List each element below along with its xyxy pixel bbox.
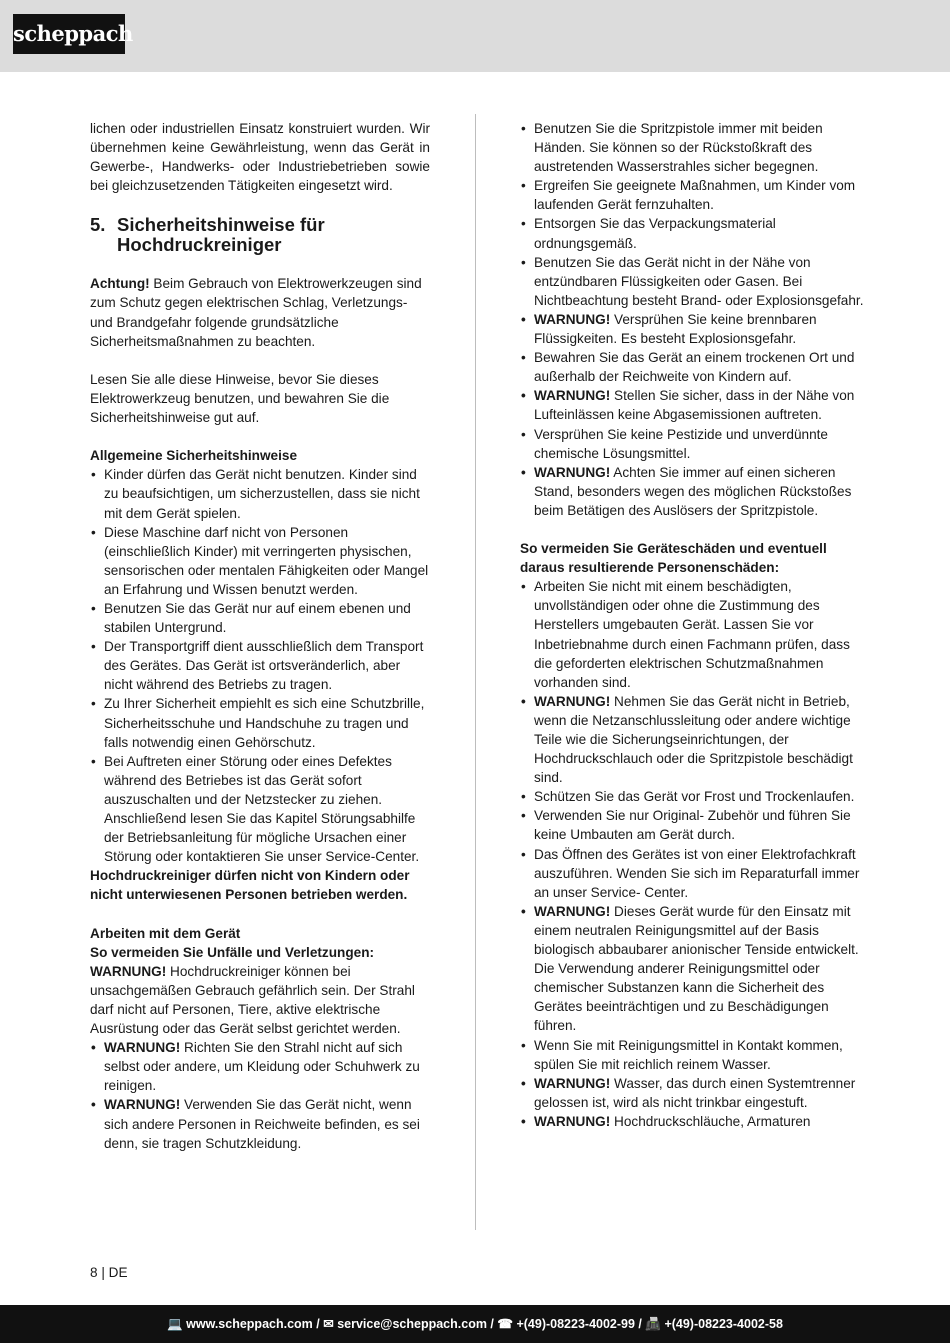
list-item: • Arbeiten Sie nicht mit einem beschädigten, unvollständigen oder ohne die Zustimmung des Herstellers umgebauten Gerät. Lassen Sie vor Inbetriebnahme durch einen Fachmann prüfen, dass die geforderten elektrischen Schutzmaßnahmen vorhanden sind.: [520, 577, 864, 692]
column-divider: [475, 114, 476, 1230]
list-item: • Kinder dürfen das Gerät nicht benutzen. Kinder sind zu beaufsichtigen, um sicherzustellen, dass sie nicht mit dem Gerät spielen.: [90, 465, 430, 522]
scheppach-logo: scheppach: [13, 14, 125, 54]
warning-paragraph: [90, 962, 430, 1038]
email-link[interactable]: service@scheppach.com /: [337, 1317, 494, 1331]
section-number: 5.: [90, 214, 106, 236]
list-item: • WARNUNG! Wasser, das durch einen Systemtrenner gelossen ist, wird als nicht trinkbar eingestuft.: [520, 1074, 864, 1112]
list-item: • Schützen Sie das Gerät vor Frost und Trockenlaufen.: [520, 787, 864, 806]
list-item: • Ergreifen Sie geeignete Maßnahmen, um Kinder vom laufenden Gerät fernzuhalten.: [520, 176, 864, 214]
damage-heading: So vermeiden Sie Geräteschäden und eventuell daraus resultierende Personenschäden:: [520, 541, 827, 576]
left-column: [90, 119, 430, 1153]
fax-number: +(49)-08223-4002-58: [664, 1317, 783, 1331]
list-item: • Benutzen Sie das Gerät nicht in der Nähe von entzündbaren Flüssigkeiten oder Gasen. Bei Nichtbeachtung besteht Brand- oder Explosionsgefahr.: [520, 253, 864, 310]
children-warning: Hochdruckreiniger dürfen nicht von Kindern oder nicht unterwiesenen Personen betrieben werden.: [90, 868, 410, 903]
list-item: • Bei Auftreten einer Störung oder eines Defektes während des Betriebes ist das Gerät sofort auszuschalten und der Netzstecker zu ziehen. Anschließend lesen Sie das Kapitel Störungsabhilfe der Betriebsanleitung für mögliche Ursachen einer Störung oder kontaktieren Sie unser Service-Center.: [90, 752, 430, 867]
work-warning-list: [90, 1038, 430, 1153]
right-column: [520, 119, 864, 1131]
list-item: • Zu Ihrer Sicherheit empiehlt es sich eine Schutzbrille, Sicherheitsschuhe und Handschuhe zu tragen und falls notwendig einen Gehörschutz.: [90, 694, 430, 751]
list-item: • WARNUNG! Stellen Sie sicher, dass in der Nähe von Lufteinlässen keine Abgasemissionen auftreten.: [520, 386, 864, 424]
list-item: • WARNUNG! Hochdruckschläuche, Armaturen: [520, 1112, 864, 1131]
general-heading: Allgemeine Sicherheitshinweise: [90, 448, 297, 464]
page-number: 8 | DE: [90, 1265, 128, 1280]
usage-safety-list: [520, 119, 864, 520]
achtung-text: Beim Gebrauch von Elektrowerkzeugen sind zum Schutz gegen elektrischen Schlag, Verletzungs- und Brandgefahr folgende grundsätzliche Sicherheitsmaßnahmen zu beachten.: [90, 276, 422, 349]
phone-icon: ☎: [497, 1317, 513, 1331]
list-item: • Der Transportgriff dient ausschließlich dem Transport des Gerätes. Das Gerät ist ortsveränderlich, aber nicht während des Betriebs zu tragen.: [90, 637, 430, 694]
list-item: • WARNUNG! Dieses Gerät wurde für den Einsatz mit einem neutralen Reinigungsmittel auf der Basis biologisch abbaubarer anionischer Tenside entwickelt. Die Verwendung anderer Reinigungsmittel oder chemischer Substanzen kann die Sicherheit des Gerätes beeinträchtigen und zu Beschädigungen führen.: [520, 902, 864, 1036]
list-item: • Verwenden Sie nur Original- Zubehör und führen Sie keine Umbauten am Gerät durch.: [520, 806, 864, 844]
list-item: • Benutzen Sie das Gerät nur auf einem ebenen und stabilen Untergrund.: [90, 599, 430, 637]
achtung-label: Achtung!: [90, 276, 150, 292]
list-item: • WARNUNG! Versprühen Sie keine brennbaren Flüssigkeiten. Es besteht Explosionsgefahr.: [520, 310, 864, 348]
page-header: [0, 0, 950, 72]
warning-label: WARNUNG!: [104, 1097, 181, 1113]
list-item: • WARNUNG! Nehmen Sie das Gerät nicht in Betrieb, wenn die Netzanschlussleitung oder andere wichtige Teile wie die Sicherungseinrichtungen, der Hochdruckschlauch oder die Spritzpistole beschädigt sind.: [520, 692, 864, 787]
website-link[interactable]: www.scheppach.com /: [186, 1317, 320, 1331]
mail-icon: ✉: [323, 1317, 334, 1331]
warning-label: WARNUNG!: [104, 1040, 181, 1056]
list-item: • WARNUNG! Verwenden Sie das Gerät nicht, wenn sich andere Personen in Reichweite befinden, es sei denn, sie tragen Schutzkleidung.: [90, 1095, 430, 1152]
read-instructions-paragraph: Lesen Sie alle diese Hinweise, bevor Sie dieses Elektrowerkzeug benutzen, und bewahren Sie die Sicherheitshinweise gut auf.: [90, 371, 390, 426]
general-safety-list: [90, 465, 430, 866]
list-item: • Diese Maschine darf nicht von Personen (einschließlich Kinder) mit verringerten physischen, sensorischen oder mentalen Fähigkeiten oder Mangel an Erfahrung und Wissen benutzt werden.: [90, 523, 430, 599]
warning-label: WARNUNG!: [534, 388, 611, 404]
phone-number: +(49)-08223-4002-99 /: [516, 1317, 642, 1331]
warning-label: WARNUNG!: [534, 464, 611, 480]
warning-text: Hochdruckreiniger können bei unsachgemäßen Gebrauch gefährlich sein. Der Strahl darf nicht auf Personen, Tiere, aktive elektrische Ausrüstung oder das Gerät selbst gerichtet werden.: [90, 963, 415, 1037]
fax-icon: 📠: [645, 1317, 661, 1331]
list-item: • Das Öffnen des Gerätes ist von einer Elektrofachkraft auszuführen. Wenden Sie sich im Reparaturfall immer an unser Service- Center.: [520, 845, 864, 902]
damage-prevention-list: [520, 577, 864, 1131]
warning-label: WARNUNG!: [534, 903, 611, 919]
warning-label: WARNUNG!: [534, 1113, 611, 1129]
list-item: • Versprühen Sie keine Pestizide und unverdünnte chemische Lösungsmittel.: [520, 425, 864, 463]
warning-label: WARNUNG!: [534, 311, 611, 327]
list-item: • Bewahren Sie das Gerät an einem trockenen Ort und außerhalb der Reichweite von Kindern auf.: [520, 348, 864, 386]
achtung-paragraph: [90, 274, 430, 350]
list-item: • WARNUNG! Achten Sie immer auf einen sicheren Stand, besonders wegen des möglichen Rückstoßes beim Betätigen des Auslösers der Spritzpistole.: [520, 463, 864, 520]
list-item: • Entsorgen Sie das Verpackungsmaterial ordnungsgemäß.: [520, 214, 864, 252]
intro-paragraph: lichen oder industriellen Einsatz konstruiert wurden. Wir übernehmen keine Gewährleistung, wenn das Gerät in Gewerbe-, Handwerks- oder Industriebetrieben sowie bei gleichzusetzenden Tätigkeiten eingesetzt wird.: [90, 121, 430, 194]
list-item: • Wenn Sie mit Reinigungsmittel in Kontakt kommen, spülen Sie mit reichlich reinem Wasser.: [520, 1036, 864, 1074]
section-title: Sicherheitshinweise für Hochdruckreiniger: [117, 214, 325, 255]
list-item: • Benutzen Sie die Spritzpistole immer mit beiden Händen. Sie können so der Rückstoßkraft des austretenden Wasserstrahles sicher begegnen.: [520, 119, 864, 176]
work-heading: Arbeiten mit dem Gerät: [90, 925, 241, 941]
page-footer: [0, 1305, 950, 1343]
warning-label: WARNUNG!: [90, 963, 167, 979]
warning-label: WARNUNG!: [534, 693, 611, 709]
computer-icon: 💻: [167, 1317, 183, 1331]
avoid-accidents-heading: So vermeiden Sie Unfälle und Verletzungen:: [90, 944, 375, 960]
warning-label: WARNUNG!: [534, 1075, 611, 1091]
list-item: • WARNUNG! Richten Sie den Strahl nicht auf sich selbst oder andere, um Kleidung oder Schuhwerk zu reinigen.: [90, 1038, 430, 1095]
section-heading: [90, 215, 430, 254]
